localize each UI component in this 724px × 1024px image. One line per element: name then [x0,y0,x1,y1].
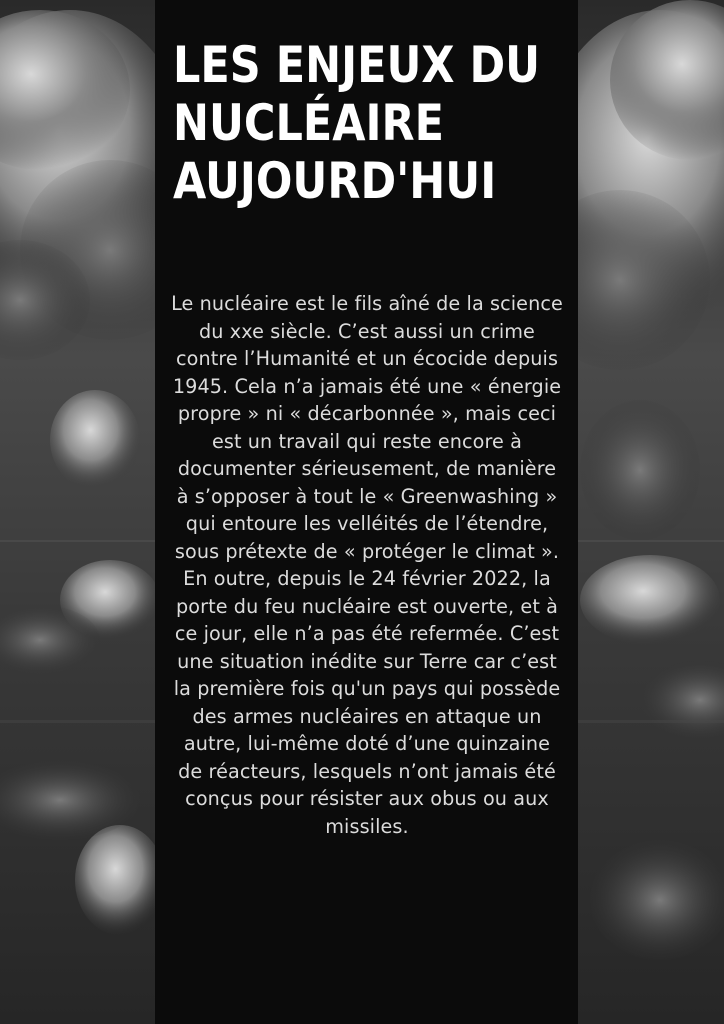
title-line-3: AUJOURD'HUI [173,152,497,210]
body-paragraph: Le nucléaire est le fils aîné de la science du xxe siècle. C’est aussi un crime contre l’Humanité et un écocide depuis 1945. Cela n’a jamais été une « énergie propre » ni « décarbonnée », mais ceci est un travail qui reste encore à documenter sérieusement, de manière à s’opposer à tout le « Greenwashing » qui entoure les velléités de l’étendre, sous prétexte de « protéger le climat ». En outre, depuis le 24 février 2022, la porte du feu nucléaire est ouverte, et à ce jour, elle n’a pas été refermée. C’est une situation inédite sur Terre car c’est la première fois qu'un pays qui possède des armes nucléaires en attaque un autre, lui-même doté d’une quinzaine de réacteurs, lesquels n’ont jamais été conçus pour résister aux obus ou aux missiles. [171,292,563,838]
title-line-2: NUCLÉAIRE [173,94,445,152]
title-line-1: LES ENJEUX DU [173,36,541,94]
text-panel [155,0,578,1024]
poster-title [173,36,541,210]
